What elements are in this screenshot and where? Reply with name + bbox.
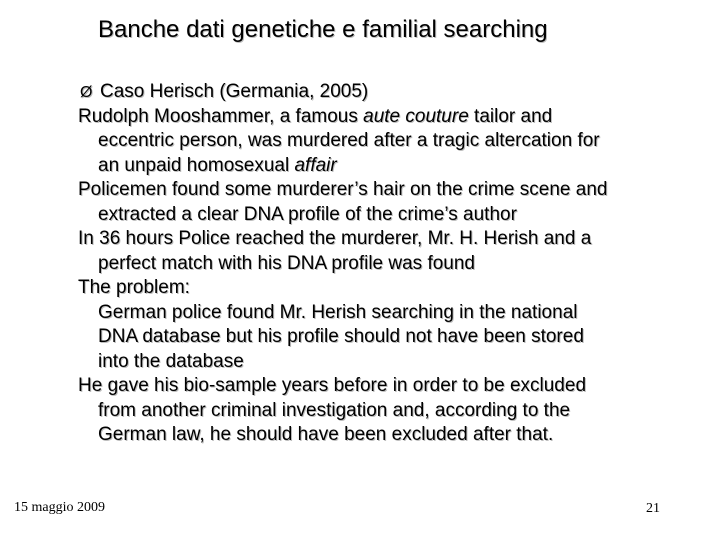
page-number: 21	[646, 501, 660, 516]
paragraph-5-line-3: into the database	[98, 350, 244, 372]
slide-title: Banche dati genetiche e familial searching	[98, 16, 548, 43]
paragraph-1-line-2: eccentric person, was murdered after a tragic altercation for	[98, 130, 600, 151]
paragraph-2-line-1: Policemen found some murderer’s hair on the crime scene and	[78, 179, 608, 200]
paragraph-1-line-3	[78, 154, 708, 179]
p1-italic-aute-couture: aute couture	[363, 105, 469, 127]
footer-date: 15 maggio 2009	[14, 500, 105, 515]
case-heading-text: Caso Herisch (Germania, 2005)	[100, 81, 369, 102]
paragraph-6-line-3: German law, he should have been excluded after that.	[98, 424, 554, 445]
p1-text-c: an unpaid homosexual	[98, 154, 295, 176]
p1-italic-affair: affair	[294, 154, 337, 176]
bullet-case-heading	[78, 80, 708, 105]
paragraph-3-line-1: In 36 hours Police reached the murderer, Mr. H. Herish and a	[78, 228, 592, 249]
paragraph-5-line-2: DNA database but his profile should not have been stored	[98, 326, 584, 347]
paragraph-4-line-1: The problem:	[78, 277, 190, 298]
p1-text-a: Rudolph Mooshammer, a famous	[78, 105, 364, 127]
arrow-bullet-icon: Ø	[80, 84, 93, 101]
paragraph-1-line-1	[78, 105, 708, 130]
p1-text-b: tailor and	[468, 105, 553, 127]
slide-body	[78, 80, 708, 448]
paragraph-6-line-1: He gave his bio-sample years before in order to be excluded	[78, 375, 587, 396]
paragraph-6-line-2: from another criminal investigation and, according to the	[98, 399, 571, 421]
paragraph-3-line-2: perfect match with his DNA profile was found	[98, 252, 476, 274]
paragraph-5-line-1: German police found Mr. Herish searching in the national	[98, 301, 578, 323]
paragraph-2-line-2: extracted a clear DNA profile of the crime’s author	[98, 203, 517, 225]
